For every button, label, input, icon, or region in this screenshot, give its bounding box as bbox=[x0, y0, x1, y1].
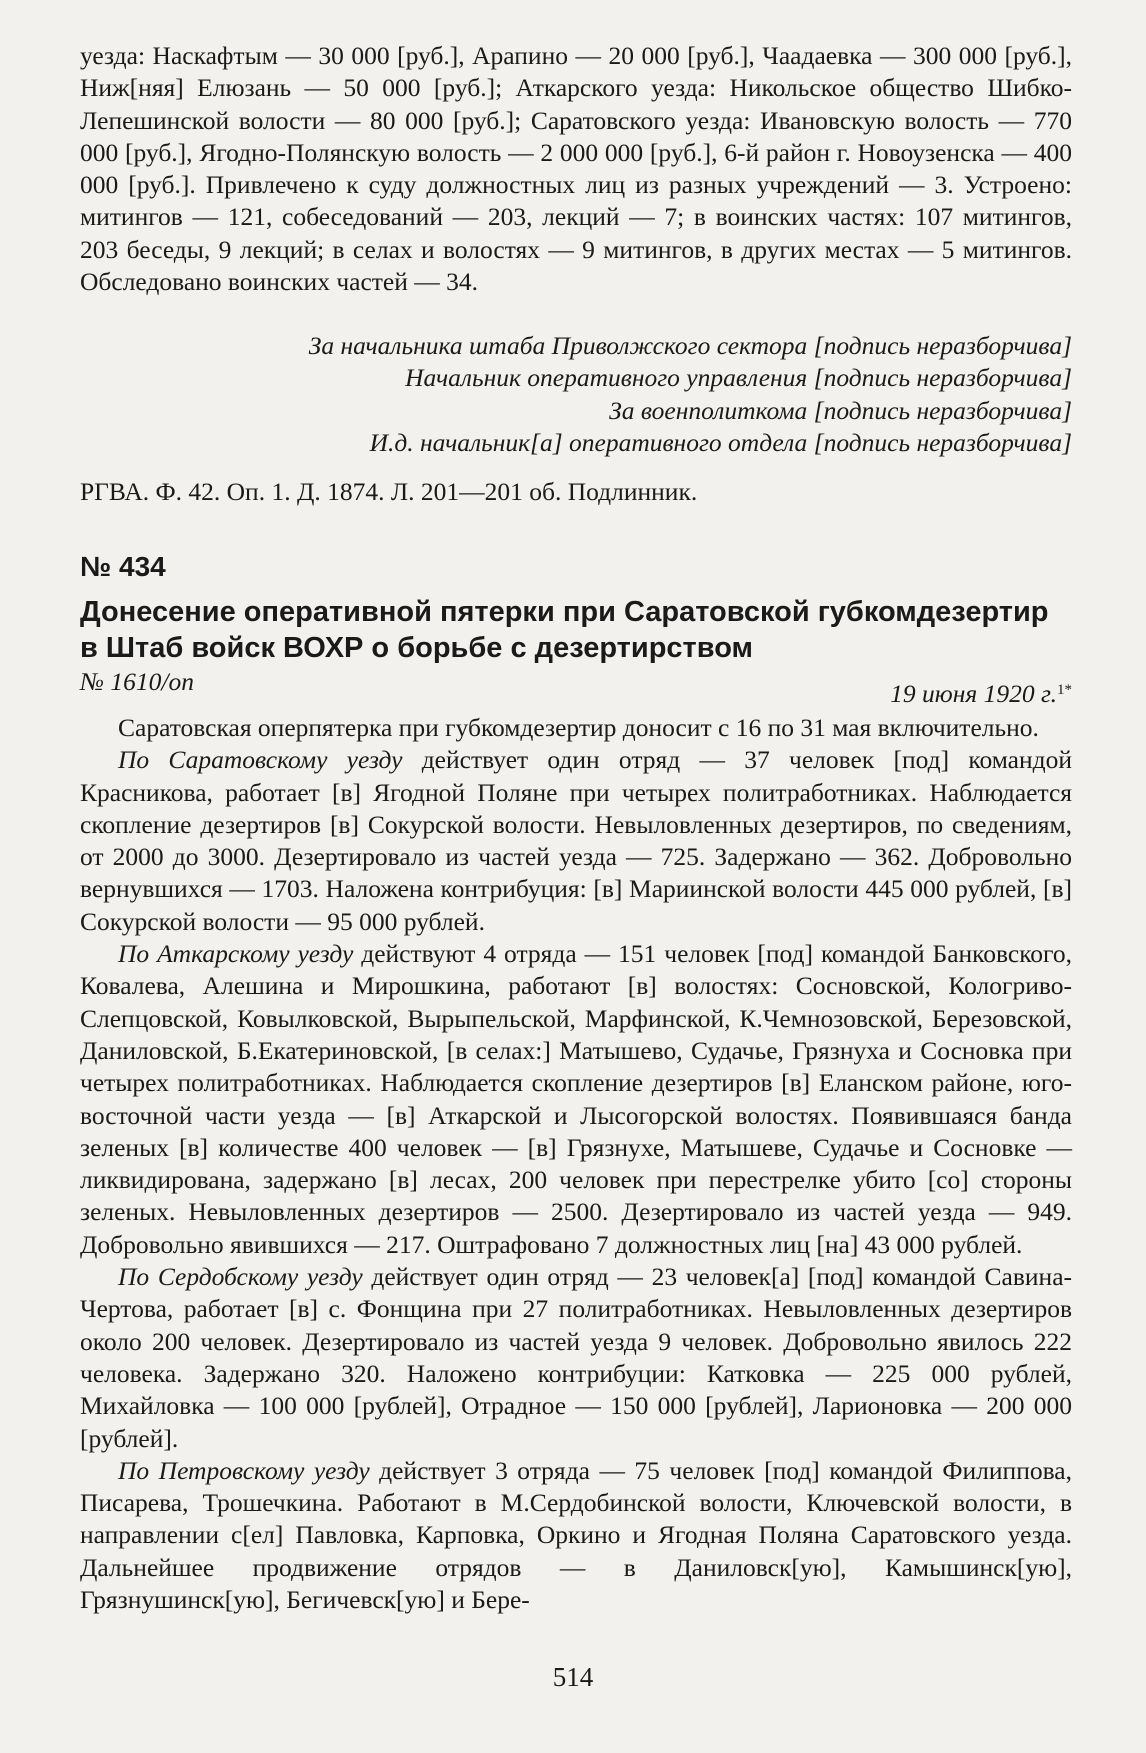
district-heading: По Сердобскому уезду bbox=[118, 1262, 363, 1292]
reference-line bbox=[80, 666, 1072, 708]
district-heading: По Саратовскому уезду bbox=[118, 745, 403, 775]
intro-paragraph: уезда: Наскафтым — 30 000 [руб.], Арапино — 20 000 [руб.], Чаадаевка — 300 000 [руб.], Ниж[няя] Елюзань — 50 000 [руб.]; Аткарского уезда: Никольское общество Шибко-Лепешинской волости — 80 000 [руб.]; Саратовского уезда: Ивановскую волость — 770 000 [руб.], Ягодно-Полянскую волость — 2 000 000 [руб.], 6-й район г. Новоузенска — 400 000 [руб.]. Привлечено к суду должностных лиц из разных учреждений — 3. Устроено: митингов — 121, собеседований — 203, лекций — 7; в воинских частях: 107 митингов, 203 беседы, 9 лекций; в селах и волостях — 9 митингов, в других местах — 5 митингов. Обследовано воинских частей — 34. bbox=[80, 41, 1072, 297]
signature-line: И.д. начальник[а] оперативного отдела [подпись неразборчива] bbox=[369, 427, 1072, 457]
document-number: № 434 bbox=[80, 551, 166, 582]
signature-block bbox=[80, 330, 1074, 459]
document-title: Донесение оперативной пятерки при Саратовской губкомдезертир в Штаб войск ВОХР о борьбе с дезертирством bbox=[80, 596, 1049, 664]
signature-line: За начальника штаба Приволжского сектора [подпись неразборчива] bbox=[308, 331, 1072, 360]
report-paragraph: Саратовская оперпятерка при губкомдезертир доносит с 16 по 31 мая включительно. bbox=[118, 713, 1039, 742]
report-paragraph: По Аткарскому уезду действуют 4 отряда — 151 человек [под] командой Банковского, Ковалева, Алешина и Мирошкина, работают [в] волостях: Сосновской, Кологриво-Слепцовской, Ковылковской, Вырыпельской, Марфинской, К.Чемнозовской, Березовской, Даниловской, Б.Екатериновской, [в селах:] Матышево, Судачье, Грязнуха и Сосновка при четырех политработниках. Наблюдается скопление дезертиров [в] Еланском районе, юго-восточной части уезда — [в] Аткарской и Лысогорской волостях. Появившаяся банда зеленых [в] количестве 400 человек — [в] Грязнухе, Матышеве, Судачье и Сосновке — ликвидирована, задержано [в] лесах, 200 человек при перестрелке убито [со] стороны зеленых. Невыловленных дезертиров — 2500. Дезертировало из частей уезда — 949. Добровольно явившихся — 217. Оштрафовано 7 должностных лиц [на] 43 000 рублей. bbox=[80, 939, 1073, 1259]
district-heading: По Аткарскому уезду bbox=[118, 939, 354, 969]
report-paragraph: По Петровскому уезду действует 3 отряда — 75 человек [под] командой Филиппова, Писарева, Трошечкина. Работают в М.Сердобинской волости, Ключевской волости, в направлении с[ел] Павловка, Карповка, Оркино и Ягодная Поляна Саратовского уезда. Дальнейшее продвижение отрядов — в Даниловск[ую], Камышинск[ую], Грязнушинск[ую], Бегичевск[ую] и Бере- bbox=[80, 1455, 1072, 1615]
outgoing-number: № 1610/оп bbox=[80, 667, 195, 696]
report-body bbox=[80, 712, 1072, 1616]
district-heading: По Петровскому уезду bbox=[118, 1455, 370, 1485]
footnote-marker: 1* bbox=[1057, 682, 1072, 698]
archive-block bbox=[80, 466, 1072, 508]
document-header bbox=[80, 550, 1072, 708]
signature-line: Начальник оперативного управления [подпись неразборчива] bbox=[405, 363, 1072, 393]
page-number: 514 bbox=[552, 1662, 594, 1692]
document-date: 19 июня 1920 г.$^{1*}$ bbox=[890, 679, 1072, 708]
continuation-block bbox=[80, 40, 1072, 298]
report-paragraph: По Сердобскому уезду действует один отряд — 23 человек[а] [под] командой Савина-Чертова, работает [в] с. Фонщина при 27 политработниках. Невыловленных дезертиров около 200 человек. Дезертировало из частей уезда 9 человек. Добровольно явилось 222 человека. Задержано 320. Наложено контрибуции: Катковка — 225 000 рублей, Михайловка — 100 000 [рублей], Отрадное — 150 000 [рублей], Ларионовка — 200 000 [рублей]. bbox=[80, 1262, 1073, 1453]
signature-line: За военполиткома [подпись неразборчива] bbox=[609, 395, 1072, 425]
archive-reference: РГВА. Ф. 42. Оп. 1. Д. 1874. Л. 201—201 об. Подлинник. bbox=[80, 477, 698, 506]
report-paragraph: По Саратовскому уезду действует один отряд — 37 человек [под] командой Красникова, работает [в] Ягодной Поляне при четырех политработниках. Наблюдается скопление дезертиров [в] Сокурской волости. Невыловленных дезертиров, по сведениям, от 2000 до 3000. Дезертировало из частей уезда — 725. Задержано — 362. Добровольно вернувшихся — 1703. Наложена контрибуция: [в] Мариинской волости 445 000 рублей, [в] Сокурской волости — 95 000 рублей. bbox=[80, 745, 1073, 936]
